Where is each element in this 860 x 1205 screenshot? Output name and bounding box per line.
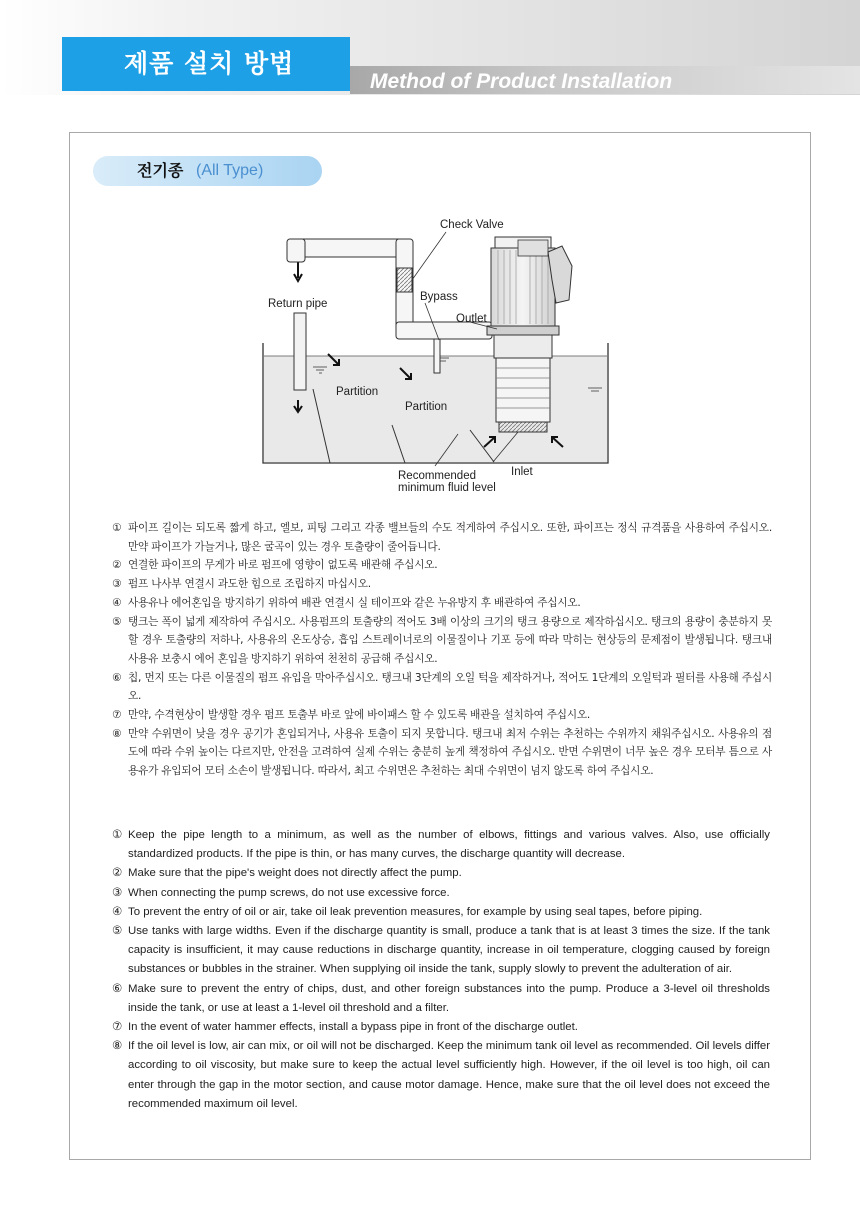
korean-notes-list: [112, 519, 772, 781]
label-bypass: Bypass: [420, 291, 458, 303]
installation-diagram: [0, 0, 860, 500]
list-item: ⑥ 칩, 먼지 또는 다른 이물질의 펌프 유입을 막아주십시오. 탱크내 3단계의 오일 턱을 제작하거나, 적어도 1단계의 오일턱과 필터를 사용해 주십시오.: [112, 671, 772, 703]
label-partition-1: Partition: [336, 386, 379, 398]
label-inlet: Inlet: [511, 466, 533, 478]
list-item: ② Make sure that the pipe's weight does not directly affect the pump.: [112, 867, 462, 880]
list-item: ⑧ 만약 수위면이 낮을 경우 공기가 혼입되거나, 사용유 토출이 되지 못합니다. 탱크내 최저 수위는 추천하는 수위까지 채워주십시오. 사용유의 점도에 따라 수위 높이는 다르지만, 안전을 고려하여 실제 수위는 충분히 높게 책정하여 주십시오. 반면 수위면이 너무 높은 경우 모터부 틈으로 사용유가 유입되어 모터 소손이 발생됩니다. 따라서, 최고 수위면은 추천하는 최대 수위면이 넘지 않도록 하여 주십시오.: [112, 727, 772, 778]
list-item: ④ To prevent the entry of oil or air, take oil leak prevention measures, for example by using seal tapes, before piping.: [112, 905, 703, 918]
list-item: ⑥ Make sure to prevent the entry of chips, dust, and other foreign substances into the pump. Produce a 3-level oil thresholds inside the tank, or use at least a 1-level oil threshold and a filter.: [112, 982, 770, 1014]
page-title-english: Method of Product Installation: [370, 70, 673, 93]
list-item: ⑦ In the event of water hammer effects, install a bypass pipe in front of the discharge outlet.: [112, 1021, 578, 1034]
english-notes-list: [112, 826, 770, 1114]
return-pipe: [294, 313, 306, 390]
list-item: ① 파이프 길이는 되도록 짧게 하고, 엘보, 피팅 그리고 각종 밸브들의 수도 적게하여 주십시오. 또한, 파이프는 정식 규격품을 사용하여 주십시오. 만약 파이프가 가늘거나, 많은 굴곡이 있는 경우 토출량이 줄어듭니다.: [112, 522, 772, 553]
label-outlet: Outlet: [456, 313, 487, 325]
list-item: ⑤ 탱크는 폭이 넓게 제작하여 주십시오. 사용펌프의 토출량의 적어도 3배 이상의 크기의 탱크 용량으로 제작하십시오. 탱크의 용량이 충분하지 못할 경우 토출량의 저하나, 사용유의 온도상승, 흡입 스트레이너로의 이물질이나 기포 등에 따라 막히는 현상등의 문제점이 발생됩니다. 탱크내 사용유 보충시 에어 혼입을 방지하기 위하여 천천히 공급해 주십시오.: [112, 615, 772, 665]
check-valve: [397, 268, 412, 292]
page-title-korean: 제품 설치 방법: [62, 37, 350, 91]
section-title-english: (All Type): [196, 162, 264, 179]
arrow-down-icon: [294, 262, 302, 281]
label-partition-2: Partition: [405, 401, 448, 413]
strainer: [499, 422, 547, 432]
label-min-fluid-level: minimum fluid level: [398, 482, 496, 494]
list-item: ③ When connecting the pump screws, do not use excessive force.: [112, 886, 450, 899]
list-item: ⑧ If the oil level is low, air can mix, or oil will not be discharged. Keep the minimum tank oil level as recommended. Oil levels differ according to oil viscosity, but make sure to keep the actual level sufficiently high. However, if the oil level is too high, oil can enter through the gap in the motor section, and cause motor damage. Hence, make sure that the oil level does not exceed the recommended maximum oil level.: [112, 1040, 770, 1110]
label-recommended: Recommended: [398, 470, 476, 482]
list-item: ③ 펌프 나사부 연결시 과도한 힘으로 조립하지 마십시오.: [112, 578, 371, 591]
list-item: ⑤ Use tanks with large widths. Even if the discharge quantity is small, produce a tank that is at least 3 times the size. If the tank capacity is insufficient, it may cause reductions in discharge quantity, increase in oil temperature, clogging caused by foreign substances or bubbles in the strainer. When supplying oil inside the tank, supply slowly to prevent the adulteration of air.: [112, 925, 770, 976]
section-title-korean: 전기종: [137, 161, 184, 180]
list-item: ⑦ 만약, 수격현상이 발생할 경우 펌프 토출부 바로 앞에 바이패스 할 수 있도록 배관을 설치하여 주십시오.: [112, 709, 591, 722]
bypass-pipe: [434, 339, 440, 373]
list-item: ② 연결한 파이프의 무게가 바로 펌프에 영향이 없도록 배관해 주십시오.: [112, 559, 438, 572]
list-item: ① Keep the pipe length to a minimum, as well as the number of elbows, fittings and various valves. Also, use officially standardized products. If the pipe is thin, or has many curves, the discharge quantity will decrease.: [112, 829, 770, 861]
label-check-valve: Check Valve: [440, 219, 504, 231]
list-item: ④ 사용유나 에어혼입을 방지하기 위하여 배관 연결시 실 테이프와 같은 누유방지 후 배관하여 주십시오.: [112, 596, 581, 609]
label-return-pipe: Return pipe: [268, 298, 328, 310]
